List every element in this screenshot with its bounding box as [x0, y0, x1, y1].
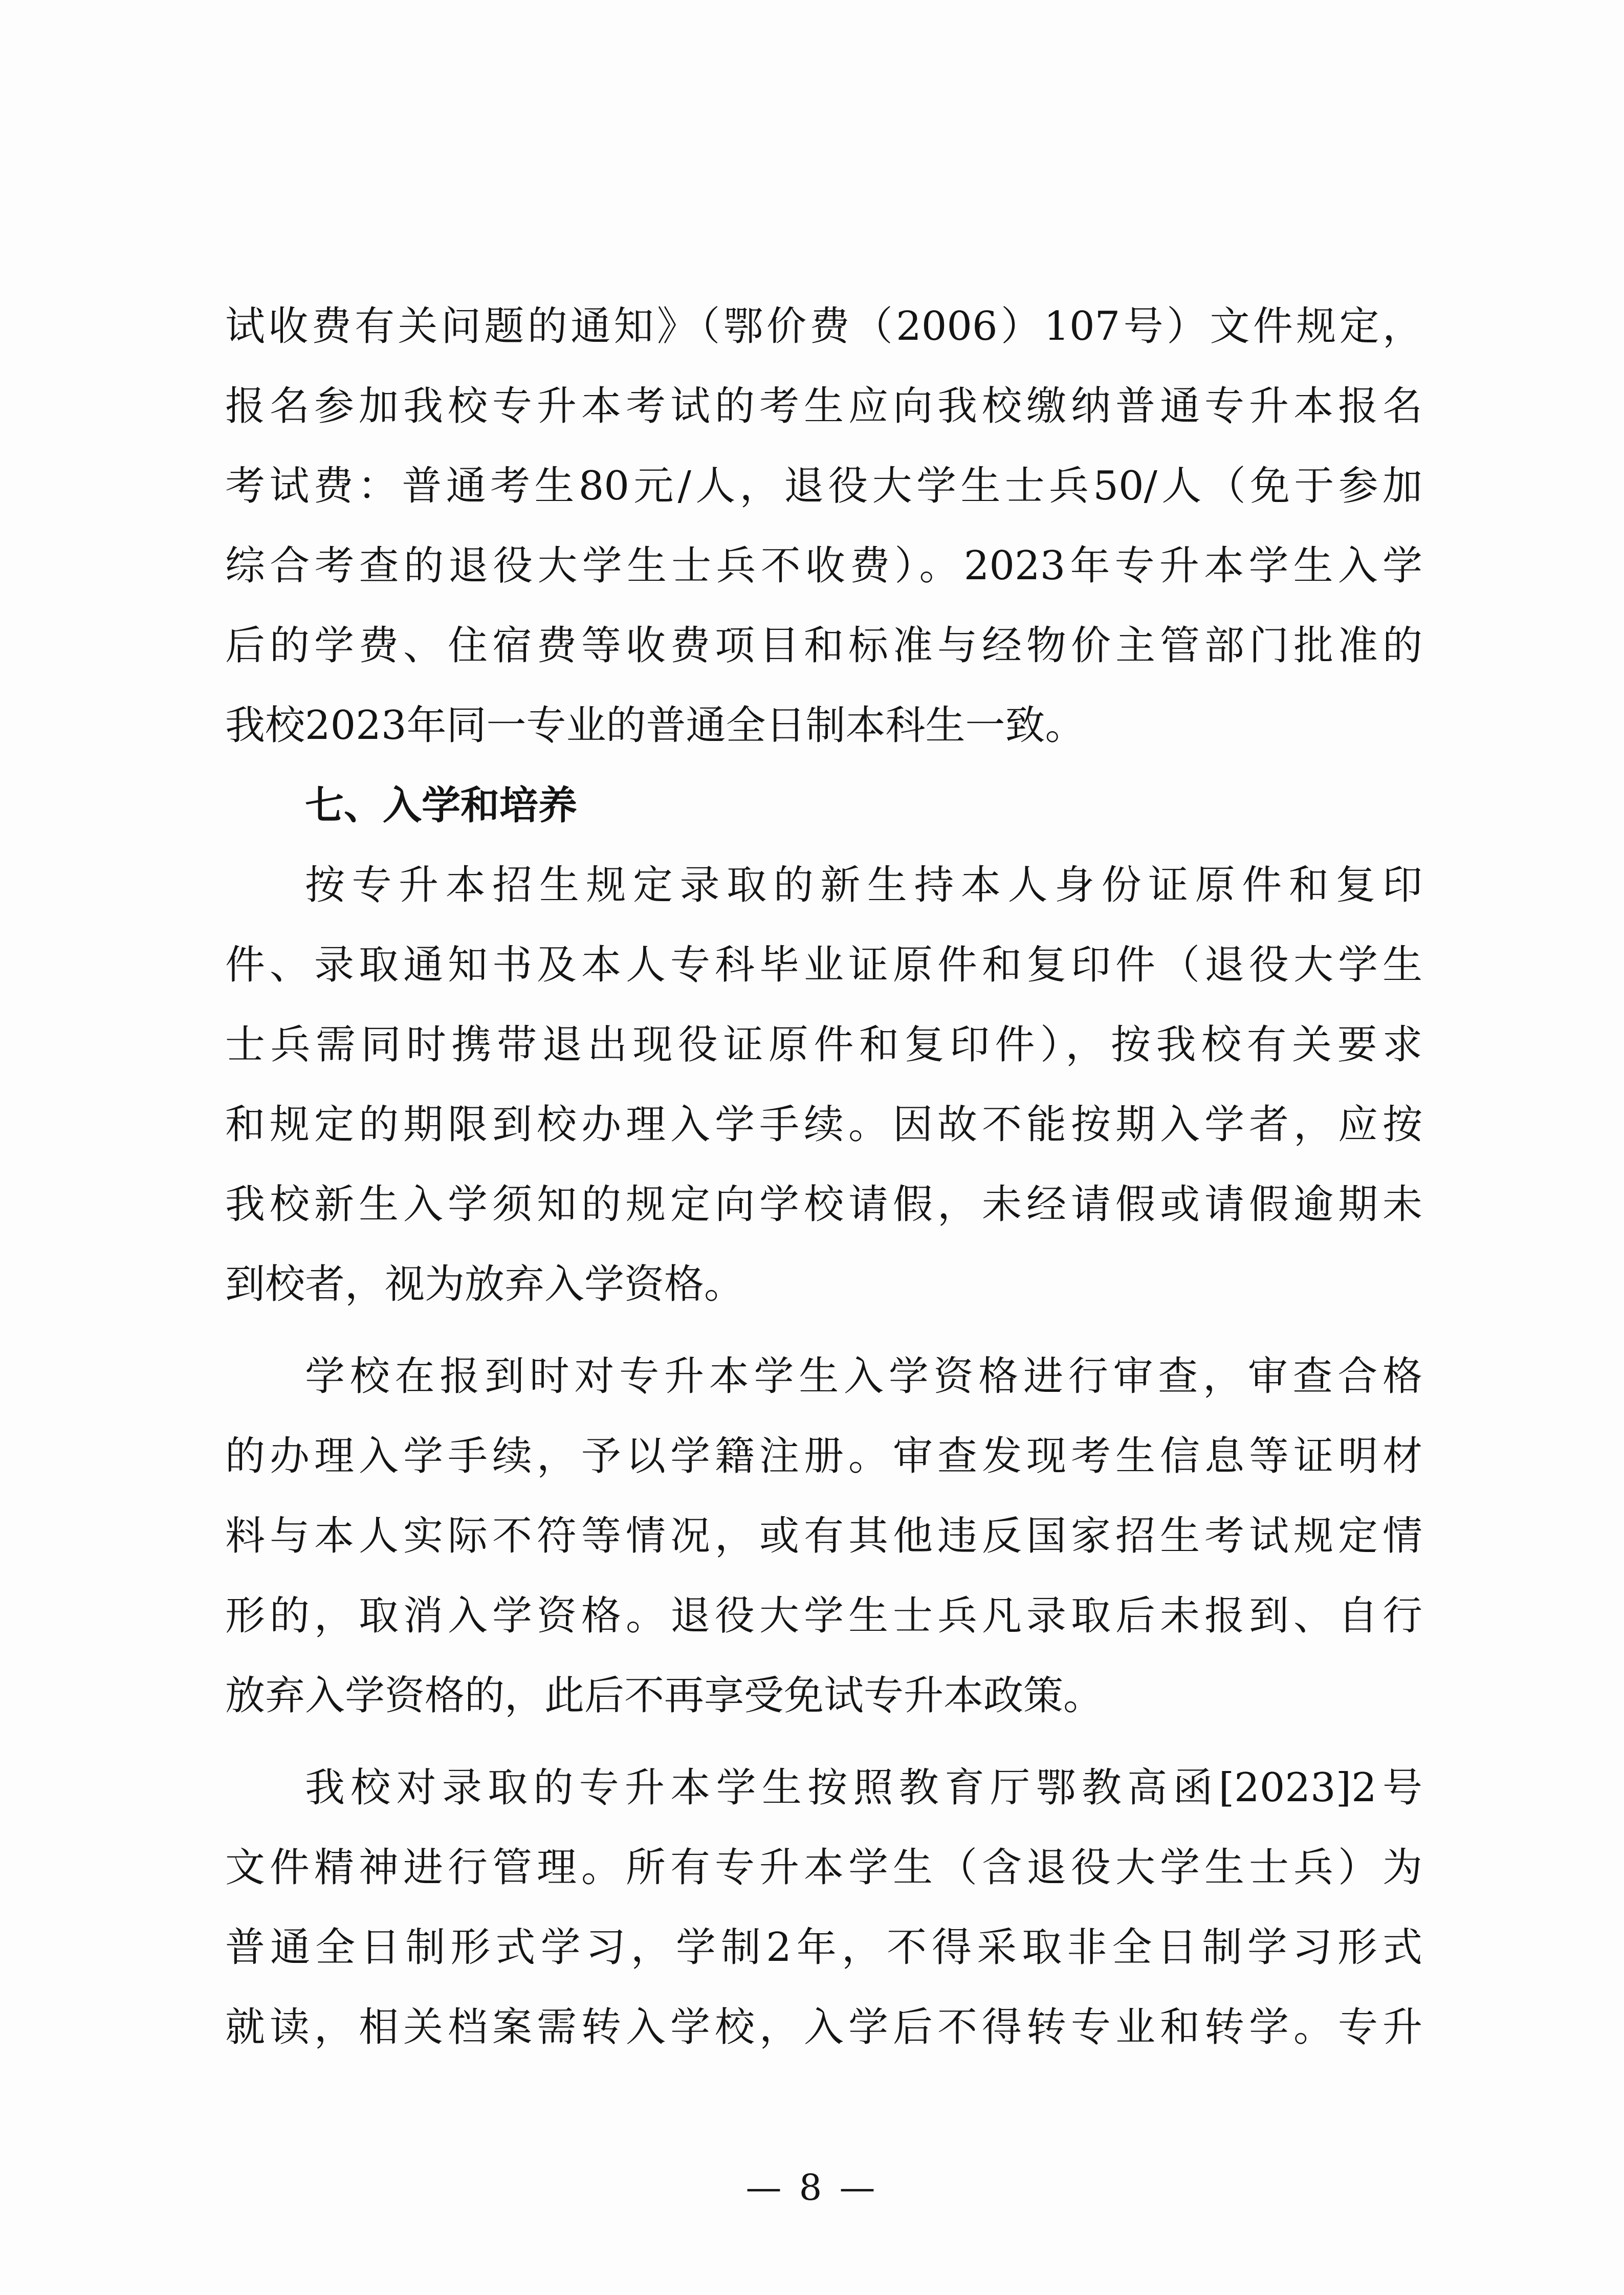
- section-heading: 七、入学和培养: [305, 782, 577, 828]
- text-line: 后的学费、住宿费等收费项目和标准与经物价主管部门批准的: [225, 623, 1422, 669]
- text-line: 我校对录取的专升本学生按照教育厅鄂教高函[2023]2号: [305, 1765, 1422, 1811]
- paragraph-enrollment: [225, 845, 1422, 1324]
- paragraph-spacer: [225, 1324, 1422, 1337]
- paragraph-spacer: [225, 1736, 1422, 1748]
- continued-paragraph: [225, 287, 1422, 766]
- text-line: 试收费有关问题的通知》（鄂价费（2006）107号）文件规定，: [225, 303, 1422, 349]
- text-line: 普通全日制形式学习，学制2年，不得采取非全日制学习形式: [225, 1925, 1422, 1971]
- text-line: 料与本人实际不符等情况，或有其他违反国家招生考试规定情: [225, 1513, 1422, 1559]
- text-line: 我校2023年同一专业的普通全日制本科生一致。: [225, 703, 1085, 749]
- text-line: 的办理入学手续，予以学籍注册。审查发现考生信息等证明材: [225, 1433, 1422, 1479]
- document-body: [225, 287, 1422, 2067]
- text-line: 学校在报到时对专升本学生入学资格进行审查，审查合格: [305, 1353, 1422, 1400]
- text-line: 形的，取消入学资格。退役大学生士兵凡录取后未报到、自行: [225, 1593, 1422, 1639]
- text-line: 报名参加我校专升本考试的考生应向我校缴纳普通专升本报名: [225, 383, 1422, 429]
- text-line: 考试费：普通考生80元/人，退役大学生士兵50/人（免于参加: [225, 463, 1422, 509]
- text-line: 综合考查的退役大学生士兵不收费）。2023年专升本学生入学: [225, 543, 1422, 589]
- text-line: 文件精神进行管理。所有专升本学生（含退役大学生士兵）为: [225, 1845, 1422, 1891]
- text-line: 士兵需同时携带退出现役证原件和复印件），按我校有关要求: [225, 1022, 1422, 1068]
- paragraph-qualification-review: [225, 1337, 1422, 1736]
- page-number: — 8 —: [745, 2167, 879, 2209]
- text-line: 就读，相关档案需转入学校，入学后不得转专业和转学。专升: [225, 2004, 1422, 2050]
- text-line: 放弃入学资格的，此后不再享受免试专升本政策。: [225, 1673, 1104, 1719]
- text-line: 我校新生入学须知的规定向学校请假，未经请假或请假逾期未: [225, 1182, 1422, 1228]
- text-line: 件、录取通知书及本人专科毕业证原件和复印件（退役大学生: [225, 942, 1422, 988]
- paragraph-management: [225, 1748, 1422, 2067]
- text-line: 到校者，视为放弃入学资格。: [225, 1261, 744, 1307]
- text-line: 按专升本招生规定录取的新生持本人身份证原件和复印: [305, 862, 1422, 908]
- text-line: 和规定的期限到校办理入学手续。因故不能按期入学者，应按: [225, 1102, 1422, 1148]
